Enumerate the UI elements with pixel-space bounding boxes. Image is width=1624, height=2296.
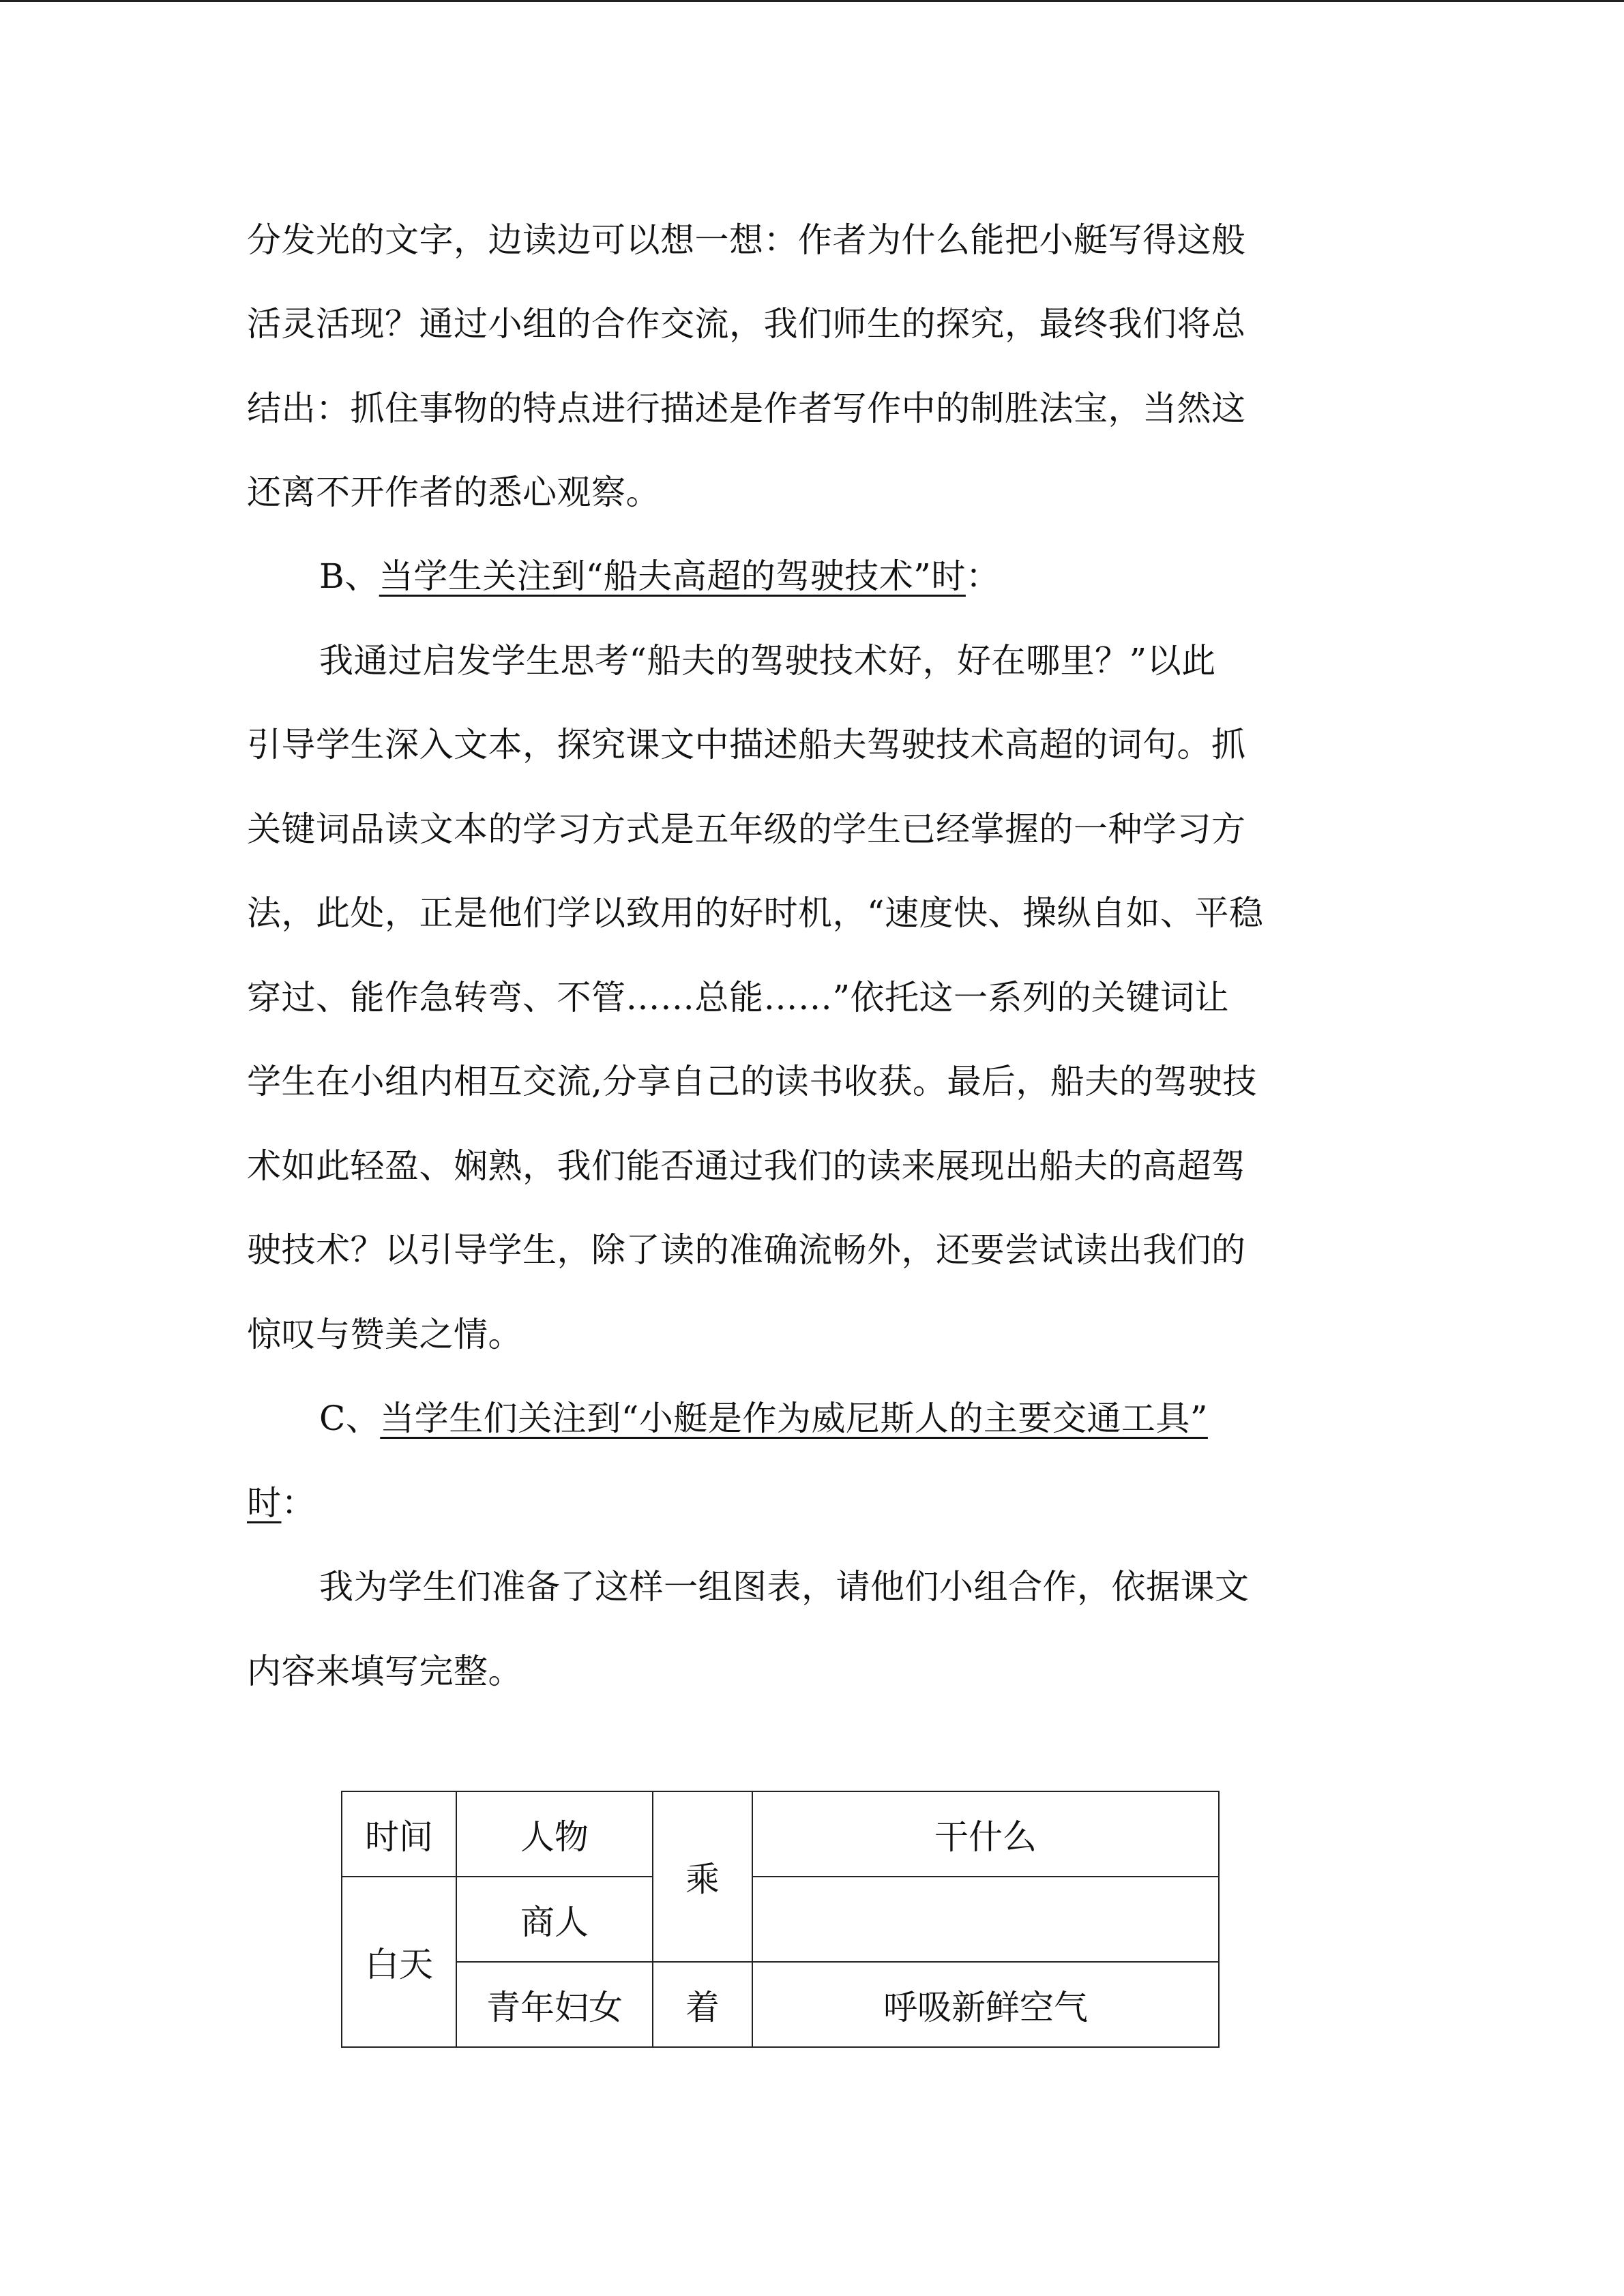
paragraph-1-line-4: 还离不开作者的悉心观察。 <box>247 473 660 512</box>
heading-c-underlined-line-2: 时 <box>247 1483 282 1523</box>
section-heading-c-line-2 <box>247 1482 316 1523</box>
heading-b-prefix: B、 <box>319 556 379 596</box>
action-cell: 呼吸新鲜空气 <box>752 1962 1219 2047</box>
paragraph-3-line-2: 内容来填写完整。 <box>247 1652 522 1691</box>
paragraph-2-line-6: 学生在小组内相互交流,分享自己的读书收获。最后，船夫的驾驶技 <box>247 1062 1257 1101</box>
ride-cell-top: 乘 <box>653 1791 752 1962</box>
heading-b-underlined: 当学生关注到“船夫高超的驾驶技术”时 <box>379 556 966 596</box>
heading-c-underlined-line-1: 当学生们关注到“小艇是作为威尼斯人的主要交通工具” <box>380 1399 1208 1438</box>
heading-b-suffix: ： <box>965 556 1001 596</box>
paragraph-2-line-3: 关键词品读文本的学习方式是五年级的学生已经掌握的一种学习方 <box>247 809 1246 849</box>
heading-c-suffix: ： <box>281 1483 316 1523</box>
paragraph-2-line-8: 驶技术？以引导学生，除了读的准确流畅外，还要尝试读出我们的 <box>247 1230 1246 1270</box>
table-row <box>342 1877 1219 1962</box>
section-heading-b <box>319 556 1000 597</box>
person-cell: 商人 <box>456 1877 653 1962</box>
paragraph-2-line-5: 穿过、能作急转弯、不管……总能……”依托这一系列的关键词让 <box>247 978 1230 1017</box>
table-row <box>342 1962 1219 2047</box>
time-cell: 白天 <box>342 1877 456 2047</box>
header-action: 干什么 <box>752 1791 1219 1877</box>
worksheet-table <box>341 1791 1220 2048</box>
paragraph-2-line-2: 引导学生深入文本，探究课文中描述船夫驾驶技术高超的词句。抓 <box>247 725 1246 764</box>
heading-c-prefix: C、 <box>319 1399 381 1438</box>
paragraph-2-line-9: 惊叹与赞美之情。 <box>247 1315 522 1354</box>
section-heading-c-line-1 <box>319 1398 1208 1439</box>
action-cell-empty[interactable] <box>752 1877 1219 1962</box>
paragraph-1-line-3: 结出：抓住事物的特点进行描述是作者写作中的制胜法宝，当然这 <box>247 389 1246 428</box>
paragraph-1-line-2: 活灵活现？通过小组的合作交流，我们师生的探究，最终我们将总 <box>247 304 1246 344</box>
paragraph-2-line-7: 术如此轻盈、娴熟，我们能否通过我们的读来展现出船夫的高超驾 <box>247 1146 1246 1186</box>
person-cell: 青年妇女 <box>456 1962 653 2047</box>
paragraph-1-line-1: 分发光的文字，边读边可以想一想：作者为什么能把小艇写得这般 <box>247 220 1246 260</box>
paragraph-2-line-1: 我通过启发学生思考“船夫的驾驶技术好，好在哪里？”以此 <box>319 641 1216 681</box>
paragraph-3-line-1: 我为学生们准备了这样一组图表，请他们小组合作，依据课文 <box>319 1567 1250 1607</box>
header-time: 时间 <box>342 1791 456 1877</box>
paragraph-2-line-4: 法，此处，正是他们学以致用的好时机，“速度快、操纵自如、平稳 <box>247 893 1264 933</box>
table-header-row <box>342 1791 1219 1877</box>
header-person: 人物 <box>456 1791 653 1877</box>
ride-cell-bottom: 着 <box>653 1962 752 2047</box>
